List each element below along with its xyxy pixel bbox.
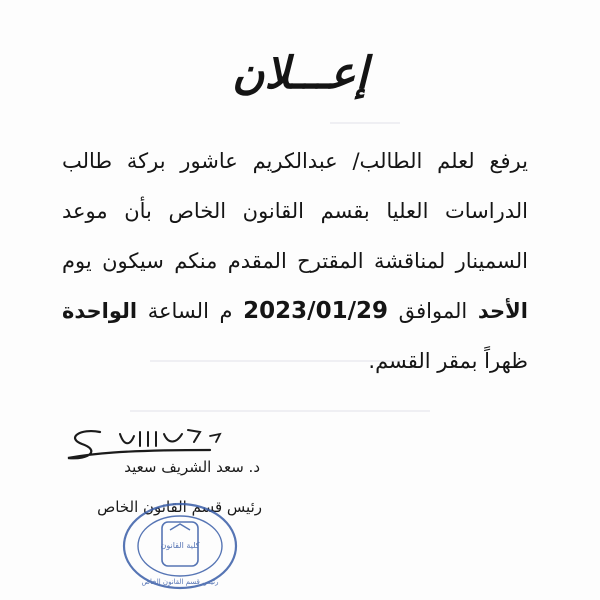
- signer-name: د. سعد الشريف سعيد: [124, 458, 260, 476]
- body-line-1: يرفع لعلم الطالب/ عبدالكريم عاشور بركة طالب: [62, 149, 528, 173]
- announcement-title: إعـــلان: [232, 48, 368, 99]
- announcement-body: [62, 136, 528, 386]
- faint-ghost-line: [330, 122, 400, 124]
- day-name: الأحد: [477, 299, 528, 323]
- body-line-4: [62, 286, 528, 336]
- body-line-2: الدراسات العليا بقسم القانون الخاص بأن موعد: [62, 199, 528, 223]
- faint-ghost-line: [130, 410, 430, 412]
- stamp-top-text: كلية القانون: [160, 541, 200, 550]
- seminar-date: 2023/01/29: [243, 298, 388, 324]
- hour-label: الساعة: [147, 299, 209, 323]
- body-line-5: ظهراً بمقر القسم.: [368, 349, 528, 373]
- department-stamp: [120, 500, 240, 592]
- signer-position: رئيس قسم القانون الخاص: [97, 498, 262, 516]
- seminar-hour: الواحدة: [62, 299, 138, 323]
- calendar-mark: م: [219, 299, 233, 323]
- agreeing-word: الموافق: [398, 299, 468, 323]
- stamp-ring-text: رئيس قسم القانون الخاص: [141, 578, 219, 586]
- body-line-3: السمينار لمناقشة المقترح المقدم منكم سيكون يوم: [62, 249, 528, 273]
